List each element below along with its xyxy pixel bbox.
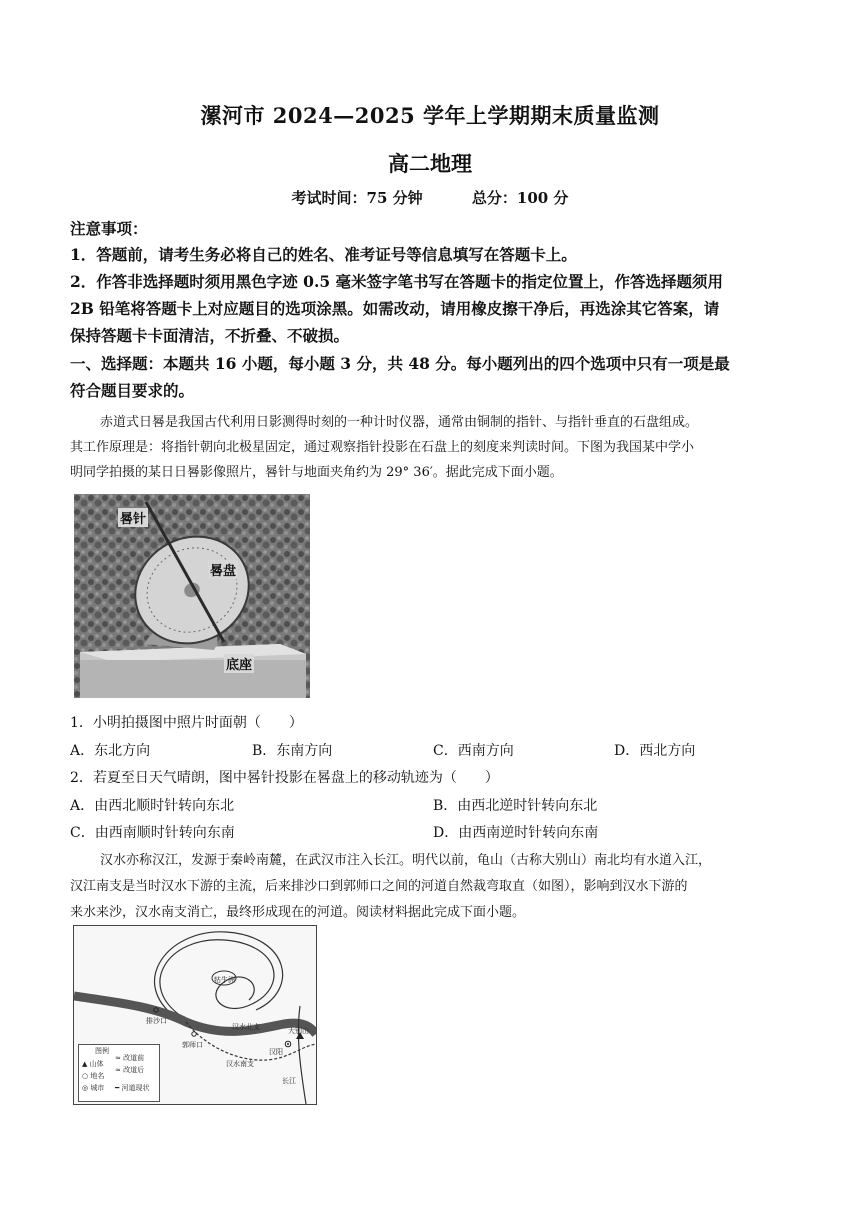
question-2-option-a[interactable]: A．由西北顺时针转向东北 xyxy=(70,798,235,814)
legend-place: ○ 地名 xyxy=(82,1072,105,1080)
question-1-option-d[interactable]: D．西北方向 xyxy=(614,743,696,759)
legend-before: ≈ 改道前 xyxy=(115,1054,145,1062)
passage-2-line-2: 汉江南支是当时汉水下游的主流，后来排沙口到郭师口之间的河道自然裁弯取直（如图），影响到汉水下游的 xyxy=(70,879,688,894)
note-item-1: 1．答题前，请考生务必将自己的姓名、准考证号等信息填写在答题卡上。 xyxy=(70,245,577,264)
passage-1-line-1: 赤道式日晷是我国古代利用日影测得时刻的一种计时仪器，通常由铜制的指针、与指针垂直的石盘组成。 xyxy=(100,415,699,430)
map-label-hanshui-south: 汉水南支 xyxy=(226,1060,254,1068)
note-item-2-line-2: 2B 铅笔将答题卡上对应题目的选项涂黑。如需改动，请用橡皮擦干净后，再选涂其它答案，请 xyxy=(70,299,720,318)
legend-city: ◎ 城市 xyxy=(82,1084,105,1092)
map-label-dabieshan: 大别山 xyxy=(288,1027,309,1035)
note-item-2-line-3: 保持答题卡卡面清洁，不折叠、不破损。 xyxy=(70,326,350,345)
map-label-hanyang: 汉阳 xyxy=(269,1048,283,1056)
exam-time: 考试时间：75 分钟 xyxy=(291,189,423,207)
label-sundial-base: 底座 xyxy=(224,654,254,673)
passage-2-line-3: 来水来沙，汉水南支消亡，最终形成现在的河道。阅读材料据此完成下面小题。 xyxy=(70,905,526,920)
map-label-paishakou: 排沙口 xyxy=(146,1017,167,1025)
han-river-map xyxy=(73,925,317,1105)
legend-mountain-text: 山体 xyxy=(89,1060,104,1068)
question-2-option-c[interactable]: C．由西南顺时针转向东南 xyxy=(70,825,235,841)
map-label-guoshikou: 郭师口 xyxy=(182,1041,203,1049)
sundial-photo xyxy=(74,494,310,698)
section-1-line-2: 符合题目要求的。 xyxy=(70,381,195,400)
question-2-option-d[interactable]: D．由西南逆时针转向东南 xyxy=(433,825,599,841)
sundial-illustration xyxy=(74,494,310,698)
legend-after: ≈ 改道后 xyxy=(115,1066,145,1074)
legend-place-text: 地名 xyxy=(90,1072,105,1080)
map-label-hanshui-north: 汉水北支 xyxy=(232,1023,260,1031)
question-2-option-b[interactable]: B．由西北逆时针转向东北 xyxy=(433,798,598,814)
question-1-stem: 1．小明拍摄图中照片时面朝（ ） xyxy=(70,715,303,731)
legend-current: ━ 河道现状 xyxy=(115,1084,150,1092)
exam-info xyxy=(0,187,860,208)
passage-1-line-3: 明同学拍摄的某日日晷影像照片，晷针与地面夹角约为 29° 36′。据此完成下面小题。 xyxy=(70,465,563,480)
label-sundial-dial: 晷盘 xyxy=(208,560,238,579)
note-item-2-line-1: 2．作答非选择题时须用黑色字迹 0.5 毫米签字笔书写在答题卡的指定位置上，作答选择题须用 xyxy=(70,272,724,291)
question-2-stem: 2．若夏至日天气晴朗，图中晷针投影在晷盘上的移动轨迹为（ ） xyxy=(70,770,499,786)
map-legend xyxy=(78,1044,160,1102)
question-1-option-a[interactable]: A．东北方向 xyxy=(70,743,151,759)
legend-title: 图例 xyxy=(95,1047,109,1055)
map-label-zhuniuzhou: 牯牛洲 xyxy=(214,976,235,984)
exam-title: 漯河市 2024—2025 学年上学期期末质量监测 xyxy=(200,103,660,128)
river-current-path xyxy=(74,996,316,1034)
legend-city-text: 城市 xyxy=(90,1084,105,1092)
section-1-line-1: 一、选择题：本题共 16 小题，每小题 3 分，共 48 分。每小题列出的四个选项中只有一项是最 xyxy=(70,354,730,373)
legend-current-text: 河道现状 xyxy=(121,1084,150,1092)
legend-mountain: ▲ 山体 xyxy=(82,1060,104,1068)
passage-2-line-1: 汉水亦称汉江，发源于秦岭南麓，在武汉市注入长江。明代以前，龟山（古称大别山）南北均有水道入江， xyxy=(100,853,712,868)
legend-after-text: 改道后 xyxy=(123,1066,145,1074)
passage-1-line-2: 其工作原理是：将指针朝向北极星固定，通过观察指针投影在石盘上的刻度来判读时间。下图为我国某中学小 xyxy=(70,440,695,455)
question-1-option-c[interactable]: C．西南方向 xyxy=(433,743,514,759)
map-label-changjiang: 长江 xyxy=(282,1077,296,1085)
notes-heading: 注意事项： xyxy=(70,219,148,238)
label-sundial-needle: 晷针 xyxy=(118,508,148,527)
total-score: 总分：100 分 xyxy=(471,189,569,207)
legend-before-text: 改道前 xyxy=(123,1054,145,1062)
subject-title: 高二地理 xyxy=(388,151,472,176)
question-1-option-b[interactable]: B．东南方向 xyxy=(252,743,333,759)
